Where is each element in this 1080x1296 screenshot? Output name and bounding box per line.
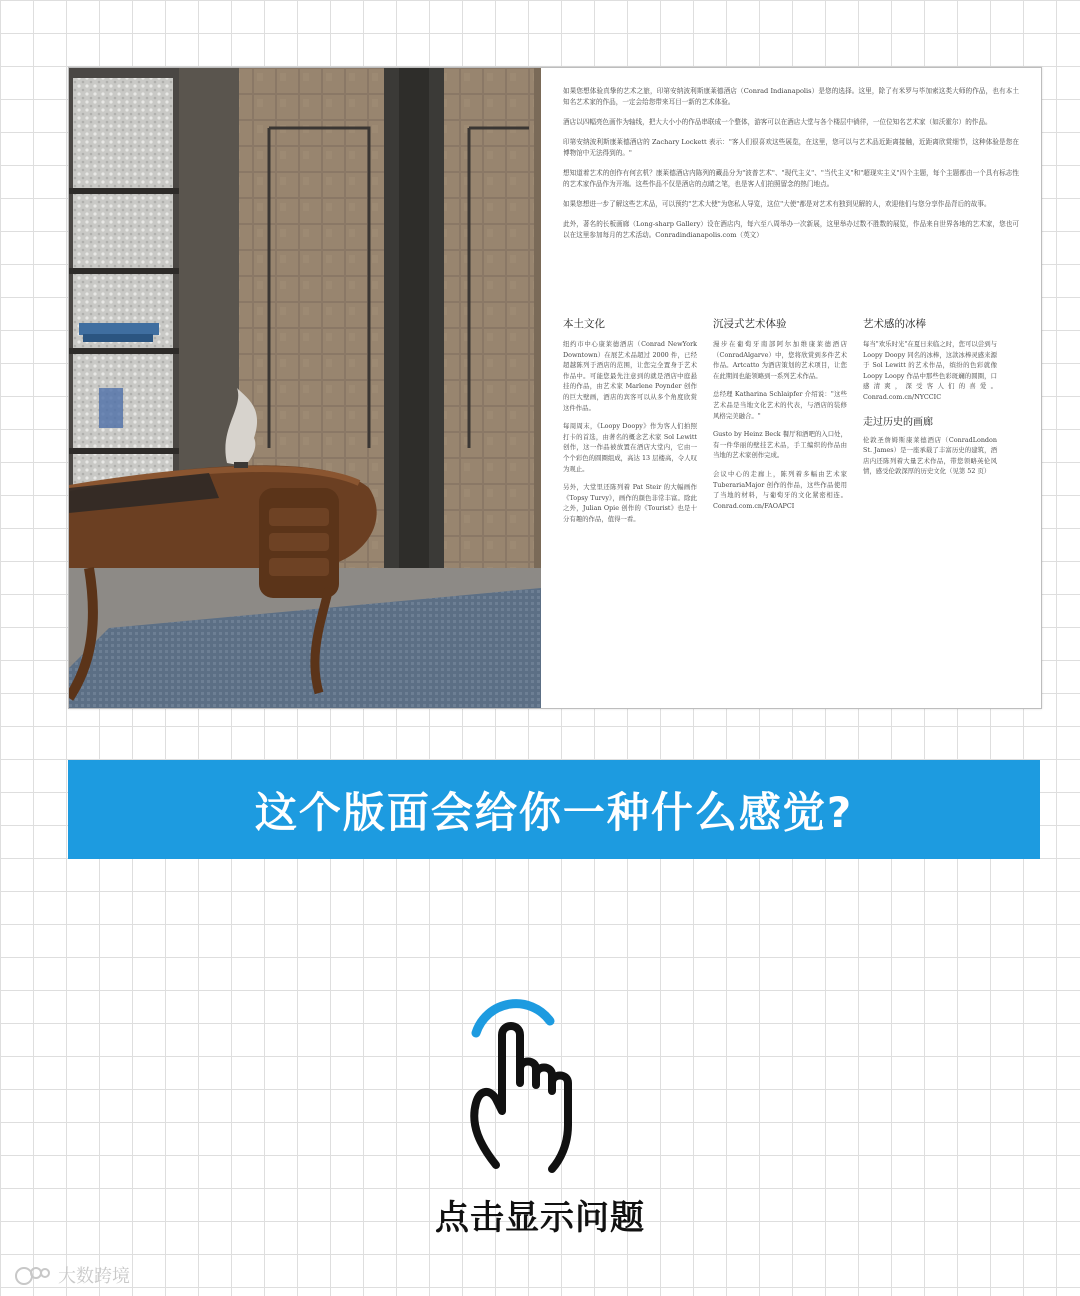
column-paragraph: 漫步在葡萄牙南部阿尔加维康莱德酒店（ConradAlgarve）中，您将欣赏到多件艺术作品。Artcatto 为酒店策划的艺术项目，让您在此期间也能领略到一系列艺术作品。	[713, 340, 847, 380]
article-page	[541, 68, 1041, 708]
column-subheading: 走过历史的画廊	[863, 416, 933, 428]
tap-to-reveal-button[interactable]	[440, 985, 640, 1185]
column-paragraph: 纽约市中心康莱德酒店（Conrad NewYork Downtown）在展艺术品超过 2000 件，已经超越陈列于酒店的范围，让您完全置身于艺术作品中。可能您最先注意到的就是酒店中庭悬挂的作品，由艺术家 Marlene Poynder 创作的巨大壁画，酒店的宾客可以从多个角度欣赏这件作品。	[563, 340, 697, 412]
article-column-3	[863, 316, 997, 485]
intro-paragraph: 此外，著名的长板画廊（Long-sharp Gallery）设在酒店内，每六至八周举办一次新展，这里举办过数不胜数的展览，作品来自世界各地的艺术家，您也可以在这里参加每月的艺术活动。Conradindianapolis.com（英文）	[563, 220, 1019, 239]
article-column-1	[563, 316, 697, 533]
question-text: 这个版面会给你一种什么感觉?	[254, 787, 854, 837]
intro-paragraph: 如果您想体验真挚的艺术之旅，印第安纳波利斯康莱德酒店（Conrad Indianapolis）是您的选择。这里，除了有米罗与毕加索这类大师的作品，也有本土知名艺术家的作品，一定会给您带来耳目一新的艺术体验。	[563, 87, 1019, 106]
article-intro	[563, 86, 1019, 250]
magazine-spread	[68, 67, 1042, 709]
interior-photo	[69, 68, 541, 708]
question-banner	[68, 760, 1040, 859]
column-paragraph: 每周周末，《Loopy Doopy》作为客人们拍照打卡的首选，由著名的概念艺术家 Sol Lewitt 创作，这一作品被放置在酒店大堂内，它由一个个彩色的圆圈组成，高达 13 层楼高，令人叹为观止。	[563, 422, 697, 473]
tap-label[interactable]: 点击显示问题	[435, 1198, 645, 1238]
column-paragraph: 每当"欢乐时光"在夏日来临之时，您可以尝到与 Loopy Doopy 同名的冰棒，这款冰棒灵感来源于 Sol Lewitt 的艺术作品，缤纷的色彩就像 Loopy Loopy 作品中那些色彩斑斓的圆圈，口感清爽，深受客人们的喜爱。Conrad.com.cn/NYCCIC	[863, 340, 997, 401]
intro-paragraph: 印第安纳波利斯康莱德酒店的 Zachary Lockett 表示："客人们很喜欢这些展览，在这里，您可以与艺术品近距离接触，近距离欣赏细节，这种体验是您在博物馆中无法得到的。"	[563, 138, 1019, 157]
intro-paragraph: 如果您想进一步了解这些艺术品，可以预约"艺术大使"为您私人导览，这位"大使"都是对艺术有独到见解的人，欢迎他们与您分享作品背后的故事。	[563, 200, 991, 208]
column-heading: 沉浸式艺术体验	[713, 318, 787, 330]
column-heading: 艺术感的冰棒	[863, 318, 926, 330]
column-paragraph: 总经理 Katharina Schlaipfer 介绍说："这些艺术品是当地文化艺术的代表，与酒店的装修风格完美融合。"	[713, 390, 847, 420]
column-paragraph: 伦敦圣詹姆斯康莱德酒店（ConradLondon St. James）是一座承载了丰富历史的建筑，酒店内还陈列着大量艺术作品，带您领略英伦风情，感受伦敦深厚的历史文化（见第 52 页）	[863, 435, 997, 476]
column-heading: 本土文化	[563, 318, 605, 330]
intro-paragraph: 酒店以四幅亮色画作为轴线，把大大小小的作品串联成一个整体，游客可以在酒店大堂与各个楼层中徜徉，一位位知名艺术家（如沃霍尔）的作品。	[563, 118, 992, 126]
article-column-2	[713, 316, 847, 519]
tap-hand-icon	[440, 985, 640, 1185]
column-paragraph: 另外，大堂里还陈列着 Pat Steir 的大幅画作《Topsy Turvy》，画作的颜色非常丰富。除此之外，Julian Opie 创作的《Tourist》也是十分有趣的作品，值得一看。	[563, 483, 697, 523]
watermark	[14, 1262, 130, 1288]
watermark-logo-icon	[14, 1264, 54, 1286]
column-paragraph: Gusto by Heinz Beck 餐厅和酒吧的入口处，有一件华丽的壁挂艺术品，手工编织的作品由当地的艺术家创作完成。	[713, 430, 847, 460]
intro-paragraph: 想知道着艺术的创作有何玄机？康莱德酒店内陈列的藏品分为"波普艺术"、"现代主义"、"当代主义"和"超现实主义"四个主题，每个主题都由一个具有标志性的艺术家作品作为开端。这些作品不仅是酒店的点睛之笔，也是客人们拍照留念的热门地点。	[563, 169, 1019, 188]
column-paragraph: 会议中心的走廊上，陈列着多幅由艺术家 TuberariaMajor 创作的作品，这些作品使用了当地的材料，与葡萄牙的文化紧密相连。Conrad.com.cn/FAOAPCI	[713, 469, 847, 510]
watermark-text: 大数跨境	[58, 1266, 130, 1287]
